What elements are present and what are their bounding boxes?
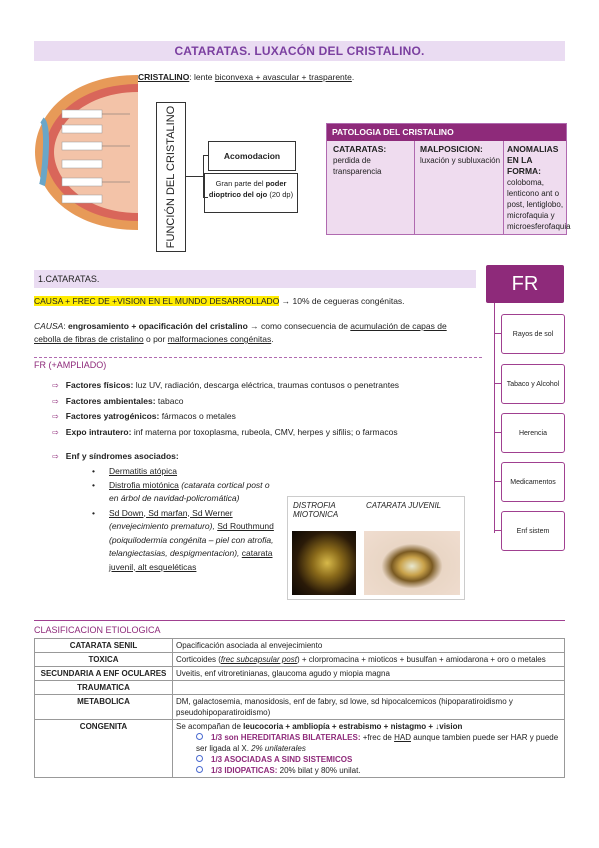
bullet-icon: • bbox=[92, 507, 95, 518]
congenita-b: leucocoria + ambliopía + estrabismo + nistagmo + ↓vision bbox=[243, 722, 463, 731]
bullet-icon: • bbox=[92, 466, 95, 476]
poder-dioptrico-box bbox=[204, 173, 298, 213]
fr-item: Medicamentos bbox=[501, 462, 565, 502]
factores-list bbox=[52, 378, 462, 440]
row-value: Opacificación asociada al envejecimiento bbox=[173, 639, 565, 653]
causa-paragraph bbox=[34, 320, 474, 346]
sindrome-text: Dermatitis atópica bbox=[109, 466, 178, 476]
col-title: ANOMALIAS EN LA FORMA: bbox=[507, 144, 559, 176]
table-row bbox=[35, 653, 565, 667]
section-header-cataratas: 1.CATARATAS. bbox=[34, 270, 476, 288]
col-text: coloboma, lenticono ant o post, lentiglobo, microfaquia y microesferofaquia bbox=[507, 178, 571, 231]
list-item bbox=[176, 765, 561, 776]
sindromes-title bbox=[52, 450, 179, 463]
row-key: CONGENITA bbox=[35, 720, 173, 778]
col-divider bbox=[414, 141, 415, 234]
patologia-col bbox=[420, 144, 502, 166]
patologia-box bbox=[326, 123, 571, 235]
fr-title-box: FR bbox=[486, 265, 564, 303]
factor-text: tabaco bbox=[155, 395, 184, 406]
congenita-c2: 1/3 ASOCIADAS A SIND SISTEMICOS bbox=[211, 755, 353, 764]
patologia-col bbox=[333, 144, 413, 177]
row-key: TOXICA bbox=[35, 653, 173, 667]
circle-bullet-icon bbox=[196, 755, 203, 762]
arrow-icon: ⇨ bbox=[52, 381, 59, 390]
list-item bbox=[52, 409, 462, 425]
box2-bold: poder dioptrico del ojo bbox=[208, 179, 287, 199]
col-divider bbox=[503, 141, 504, 234]
list-item bbox=[52, 394, 462, 410]
list-item bbox=[92, 465, 277, 479]
fr-tick bbox=[494, 333, 501, 334]
arrow-icon: ⇨ bbox=[52, 412, 59, 421]
row-key: CATARATA SENIL bbox=[35, 639, 173, 653]
table-row bbox=[35, 667, 565, 681]
col-title: CATARATAS: bbox=[333, 144, 387, 154]
congenita-c1a: 1/3 son HEREDITARIAS BILATERALES: bbox=[211, 733, 361, 742]
arrow-icon: ⇨ bbox=[52, 427, 59, 437]
box2-end: (20 dp) bbox=[267, 190, 294, 199]
congenita-c3b: 20% bilat y 80% unilat. bbox=[277, 766, 361, 775]
congenita-c1b: +frec de bbox=[360, 733, 395, 742]
row-value: Uveitis, enf vitroretinianas, glaucoma agudo y miopia magna bbox=[173, 667, 565, 681]
causa-u1: acumulación de capas de cebolla de fibras de cristalino bbox=[34, 321, 447, 344]
sindrome-text: Sd Routhmund bbox=[217, 521, 274, 531]
row-value: DM, galactosemia, manosidosis, enf de fabry, sd lowe, sd hipocalcemicos (hipoparatiroidismo y pseudohipoparatiroidismo) bbox=[173, 695, 565, 720]
causa-rest: → 10% de cegueras congénitas. bbox=[279, 296, 405, 306]
causa-line bbox=[34, 295, 474, 308]
factor-text: inf materna por toxoplasma, rubeola, CMV, herpes y sifilis; o farmacos bbox=[131, 426, 398, 437]
sindrome-text: Distrofia miotónica bbox=[109, 479, 179, 490]
row-key: TRAUMATICA bbox=[35, 681, 173, 695]
causa-p4: . bbox=[271, 334, 274, 344]
photo-label-right: CATARATA JUVENIL bbox=[366, 501, 442, 510]
congenita-c1e: 2% unilaterales bbox=[251, 744, 306, 753]
congenita-intro bbox=[176, 721, 561, 732]
fr-tick bbox=[494, 481, 501, 482]
patologia-header: PATOLOGIA DEL CRISTALINO bbox=[327, 124, 566, 141]
arrow-icon: ⇨ bbox=[52, 452, 59, 461]
cristalino-props: biconvexa + avascular + trasparente bbox=[214, 72, 352, 82]
list-item bbox=[92, 507, 277, 575]
causa-label: CAUSA bbox=[34, 321, 64, 331]
circle-bullet-icon bbox=[196, 733, 203, 740]
cristalino-definition bbox=[138, 72, 354, 82]
factor-bold: Factores ambientales: bbox=[65, 395, 156, 406]
row-value bbox=[173, 653, 565, 667]
cristalino-label: CRISTALINO bbox=[138, 72, 190, 82]
patologia-col bbox=[507, 144, 571, 232]
circle-bullet-icon bbox=[196, 766, 203, 773]
row-value bbox=[173, 720, 565, 778]
list-item bbox=[176, 732, 561, 754]
connector-line bbox=[185, 176, 203, 177]
fr-connector bbox=[494, 303, 495, 533]
sindrome-italic: (envejecimiento prematuro), bbox=[109, 521, 218, 531]
photos-panel bbox=[287, 496, 465, 600]
causa-p1: : bbox=[63, 321, 69, 331]
fr-item: Herencia bbox=[501, 413, 565, 453]
box2-text: Gran parte del bbox=[215, 179, 266, 188]
sindrome-text: catarata juvenil, alt esqueléticas bbox=[109, 548, 273, 572]
row-key: SECUNDARIA A ENF OCULARES bbox=[35, 667, 173, 681]
factor-bold: Expo intrautero: bbox=[65, 426, 132, 437]
congenita-c3a: 1/3 IDIOPATICAS: bbox=[211, 766, 278, 775]
toxica-b: frec subcapsular post bbox=[220, 655, 297, 664]
list-item bbox=[92, 479, 277, 506]
fr-item: Tabaco y Alcohol bbox=[501, 364, 565, 404]
causa-p2: como consecuencia de bbox=[258, 321, 351, 331]
sindromes-list bbox=[92, 465, 277, 574]
clasificacion-title: CLASIFICACION ETIOLOGICA bbox=[34, 625, 161, 635]
clasificacion-table bbox=[34, 638, 565, 778]
page-title: CATARATAS. LUXACÓN DEL CRISTALINO. bbox=[34, 41, 565, 61]
fr-header: FR (+AMPLIADO) bbox=[34, 360, 107, 370]
clasificacion-divider bbox=[34, 620, 565, 621]
congenita-a: Se acompañan de bbox=[176, 722, 244, 731]
congenita-c1d: aunque tambien puede ser HAR y puede ser ligada al X. bbox=[196, 733, 559, 753]
row-key: METABOLICA bbox=[35, 695, 173, 720]
factor-bold: Factores yatrogénicos: bbox=[65, 411, 160, 421]
cristalino-end: . bbox=[351, 72, 355, 82]
fr-tick bbox=[494, 383, 501, 384]
row-value bbox=[173, 681, 565, 695]
list-item bbox=[52, 378, 462, 394]
causa-p3: o por bbox=[143, 334, 168, 344]
sindrome-italic: (poiquilodermia congénita – piel con atrofia, telangiectasias, despigmentacion), bbox=[109, 534, 274, 558]
arrow-icon: ⇨ bbox=[52, 396, 59, 406]
table-row bbox=[35, 695, 565, 720]
table-row bbox=[35, 681, 565, 695]
acomodacion-box: Acomodacion bbox=[208, 141, 296, 171]
factor-text: fármacos o metales bbox=[159, 411, 236, 421]
sindrome-italic: (catarata cortical post o en árbol de navidad-policromática) bbox=[109, 479, 270, 503]
factor-text: luz UV, radiación, descarga eléctrica, traumas contusos o penetrantes bbox=[133, 380, 400, 390]
sindrome-text: Sd Down, Sd marfan, Sd Werner bbox=[109, 507, 233, 518]
distrofia-photo bbox=[292, 531, 356, 595]
cristalino-sep: : lente bbox=[189, 72, 215, 82]
causa-u2: malformaciones congénitas bbox=[167, 334, 272, 344]
fr-tick bbox=[494, 432, 501, 433]
list-item bbox=[176, 754, 561, 765]
table-row bbox=[35, 720, 565, 778]
congenita-c1c: HAD bbox=[394, 733, 411, 742]
col-title: MALPOSICION: bbox=[420, 144, 483, 154]
list-item bbox=[52, 425, 462, 441]
sindromes-title-text: Enf y síndromes asociados: bbox=[65, 451, 179, 461]
bullet-icon: • bbox=[92, 479, 95, 490]
fr-item: Rayos de sol bbox=[501, 314, 565, 354]
causa-highlight: CAUSA + FREC DE +VISION EN EL MUNDO DESARROLLADO bbox=[34, 296, 280, 306]
eye-diagram-image bbox=[30, 70, 138, 235]
catarata-juvenil-photo bbox=[364, 531, 460, 595]
col-text: luxación y subluxación bbox=[420, 156, 501, 165]
funcion-cristalino-box bbox=[156, 102, 186, 252]
causa-bold: engrosamiento + opacificación del cristalino → bbox=[68, 321, 259, 331]
funcion-cristalino-label: FUNCIÓN DEL CRISTALINO bbox=[165, 105, 177, 249]
fr-item: Enf sistem bbox=[501, 511, 565, 551]
dashed-divider bbox=[34, 357, 482, 358]
photo-label-left: DISTROFIA MIOTONICA bbox=[293, 501, 339, 519]
toxica-a: Corticoides ( bbox=[176, 655, 221, 664]
factor-bold: Factores físicos: bbox=[65, 380, 134, 390]
table-row bbox=[35, 639, 565, 653]
fr-tick bbox=[494, 530, 501, 531]
toxica-c: ) + clorpromacina + mioticos + busulfan + amiodarona + oro o metales bbox=[296, 655, 546, 664]
col-text: perdida de transparencia bbox=[333, 156, 382, 176]
